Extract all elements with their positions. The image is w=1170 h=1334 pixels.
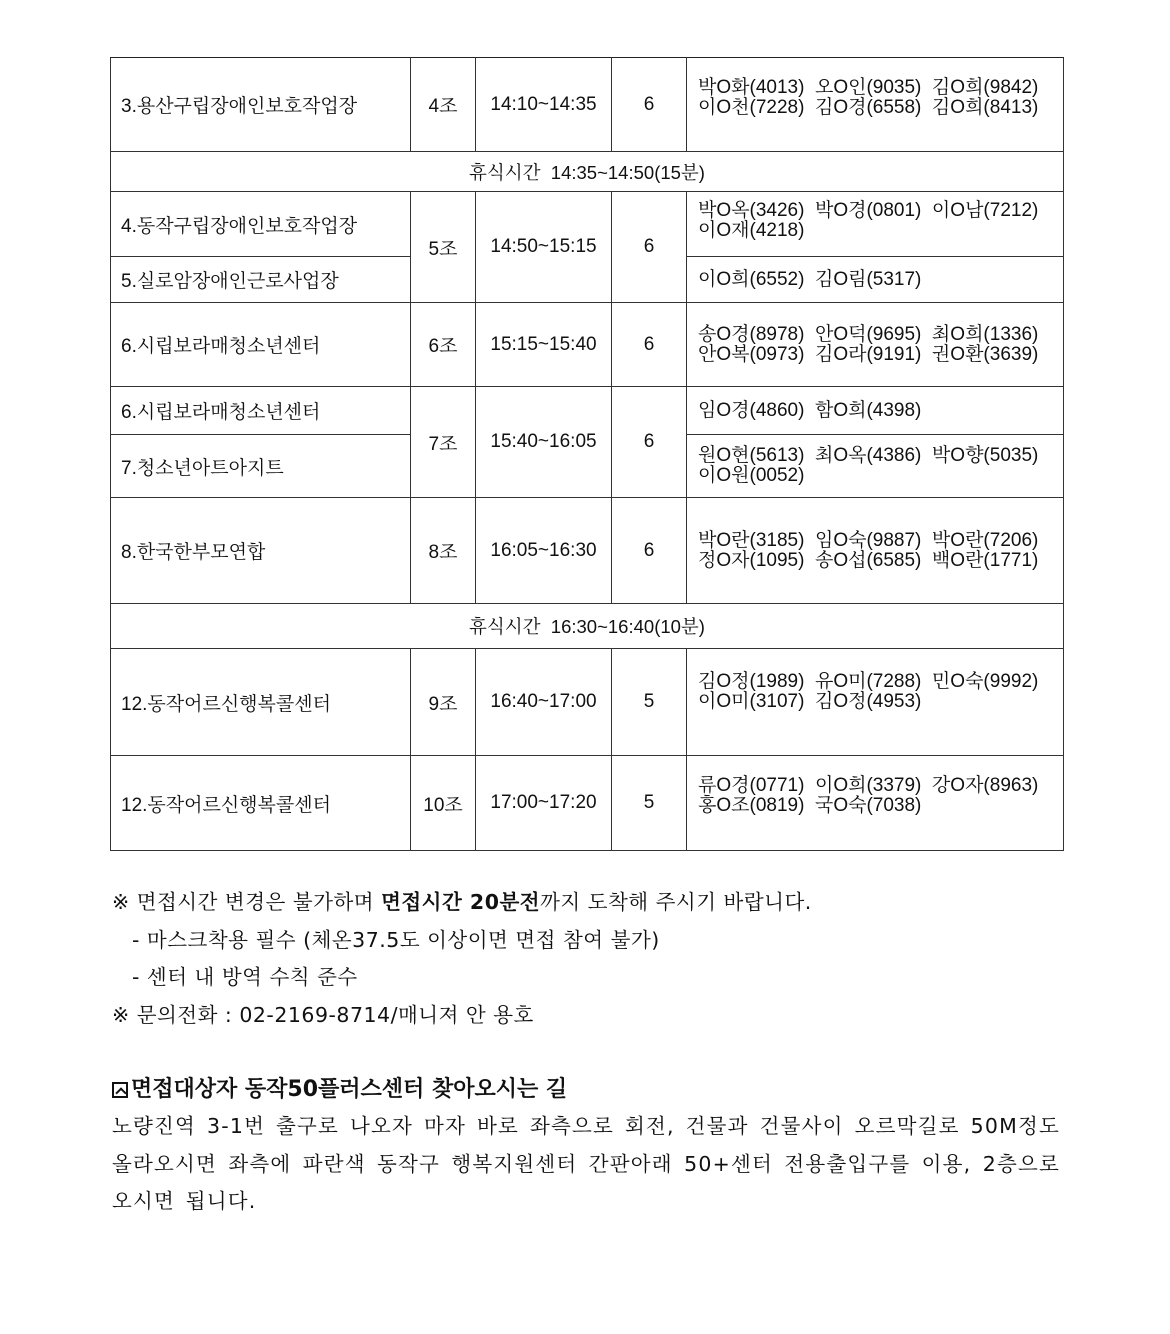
org-cell: 6.시립보라매청소년센터	[111, 303, 411, 387]
names-line: 류O경(0771) 이O희(3379) 강O자(8963)	[698, 775, 1039, 796]
names-line: 송O경(8978) 안O덕(9695) 최O희(1336)	[698, 323, 1039, 345]
org-cell: 3.용산구립장애인보호작업장	[111, 58, 411, 152]
org-cell: 7.청소년아트아지트	[111, 435, 411, 498]
names-line: 이O희(6552) 김O림(5317)	[698, 268, 922, 290]
interview-schedule-table	[110, 57, 1064, 851]
table-row	[111, 498, 1064, 604]
group-cell: 4조	[411, 58, 476, 152]
org-cell: 6.시립보라매청소년센터	[111, 387, 411, 435]
group-cell: 6조	[411, 303, 476, 387]
names-cell	[687, 498, 1064, 604]
count-cell: 6	[612, 58, 687, 152]
names-cell	[687, 192, 1064, 257]
names-line: 임O경(4860) 함O희(4398)	[698, 399, 922, 421]
names-cell	[687, 257, 1064, 303]
directions-title-text: 면접대상자 동작50플러스센터 찾아오시는 길	[131, 1077, 568, 1102]
table-row	[111, 192, 1064, 257]
note-contact: ※ 문의전화 : 02-2169-8714/매니져 안 용호	[112, 1002, 534, 1027]
names-line: 홍O조(0819) 국O숙(7038)	[698, 795, 922, 816]
org-cell: 4.동작구립장애인보호작업장	[111, 192, 411, 257]
names-line: 정O자(1095) 송O섭(6585) 백O란(1771)	[698, 549, 1039, 571]
time-cell: 16:40~17:00	[476, 649, 612, 756]
names-line: 김O정(1989) 유O미(7288) 민O숙(9992)	[698, 671, 1039, 692]
directions-title	[112, 1072, 1060, 1108]
org-cell: 12.동작어르신행복콜센터	[111, 756, 411, 851]
names-line: 이O재(4218)	[698, 220, 805, 241]
group-cell: 7조	[411, 387, 476, 498]
note-quarantine: - 센터 내 방역 수칙 준수	[132, 965, 358, 989]
note-mask: - 마스크착용 필수 (체온37.5도 이상이면 면접 참여 불가)	[132, 927, 660, 952]
directions-section	[112, 1072, 1060, 1221]
org-cell: 12.동작어르신행복콜센터	[111, 649, 411, 756]
notes-section	[112, 884, 812, 1034]
group-cell: 10조	[411, 756, 476, 851]
table-row	[111, 649, 1064, 756]
count-cell: 5	[612, 756, 687, 851]
names-cell	[687, 435, 1064, 498]
count-cell: 5	[612, 649, 687, 756]
note-text: ※ 면접시간 변경은 불가하며	[112, 890, 382, 914]
names-cell	[687, 303, 1064, 387]
names-line: 박O옥(3426) 박O경(0801) 이O남(7212)	[698, 200, 1039, 221]
note-emphasis: 면접시간 20분전	[381, 890, 541, 914]
group-cell: 9조	[411, 649, 476, 756]
time-cell: 14:10~14:35	[476, 58, 612, 152]
table-row	[111, 387, 1064, 435]
names-line: 안O복(0973) 김O라(9191) 권O환(3639)	[698, 343, 1039, 365]
checkbox-icon	[112, 1082, 128, 1098]
group-cell: 5조	[411, 192, 476, 303]
directions-body: 노량진역 3-1번 출구로 나오자 마자 바로 좌측으로 회전, 건물과 건물사이 오르막길로 50M정도 올라오시면 좌측에 파란색 동작구 행복지원센터 간판아래 50+센터 전용출입구를 이용, 2층으로 오시면 됩니다.	[112, 1114, 1060, 1213]
names-cell	[687, 58, 1064, 152]
org-cell: 8.한국한부모연합	[111, 498, 411, 604]
note-arrival	[112, 884, 812, 922]
break-time: 휴식시간 14:35~14:50(15분)	[111, 152, 1064, 192]
names-cell	[687, 649, 1064, 756]
break-row	[111, 152, 1064, 192]
note-text: 까지 도착해 주시기 바랍니다.	[540, 890, 812, 914]
names-cell	[687, 387, 1064, 435]
names-line: 원O현(5613) 최O옥(4386) 박O향(5035)	[698, 445, 1039, 466]
time-cell: 15:15~15:40	[476, 303, 612, 387]
names-line: 이O원(0052)	[698, 465, 805, 486]
break-time: 휴식시간 16:30~16:40(10분)	[111, 604, 1064, 649]
table-row	[111, 756, 1064, 851]
time-cell: 15:40~16:05	[476, 387, 612, 498]
time-cell: 14:50~15:15	[476, 192, 612, 303]
org-cell: 5.실로암장애인근로사업장	[111, 257, 411, 303]
table-row	[111, 303, 1064, 387]
time-cell: 17:00~17:20	[476, 756, 612, 851]
names-line: 박O화(4013) 오O인(9035) 김O희(9842)	[698, 76, 1039, 98]
names-cell	[687, 756, 1064, 851]
time-cell: 16:05~16:30	[476, 498, 612, 604]
count-cell: 6	[612, 303, 687, 387]
count-cell: 6	[612, 192, 687, 303]
names-line: 이O미(3107) 김O정(4953)	[698, 691, 922, 712]
names-line: 이O천(7228) 김O경(6558) 김O희(8413)	[698, 96, 1039, 118]
break-row	[111, 604, 1064, 649]
group-cell: 8조	[411, 498, 476, 604]
table-row	[111, 58, 1064, 152]
count-cell: 6	[612, 498, 687, 604]
count-cell: 6	[612, 387, 687, 498]
names-line: 박O란(3185) 임O숙(9887) 박O란(7206)	[698, 529, 1039, 551]
